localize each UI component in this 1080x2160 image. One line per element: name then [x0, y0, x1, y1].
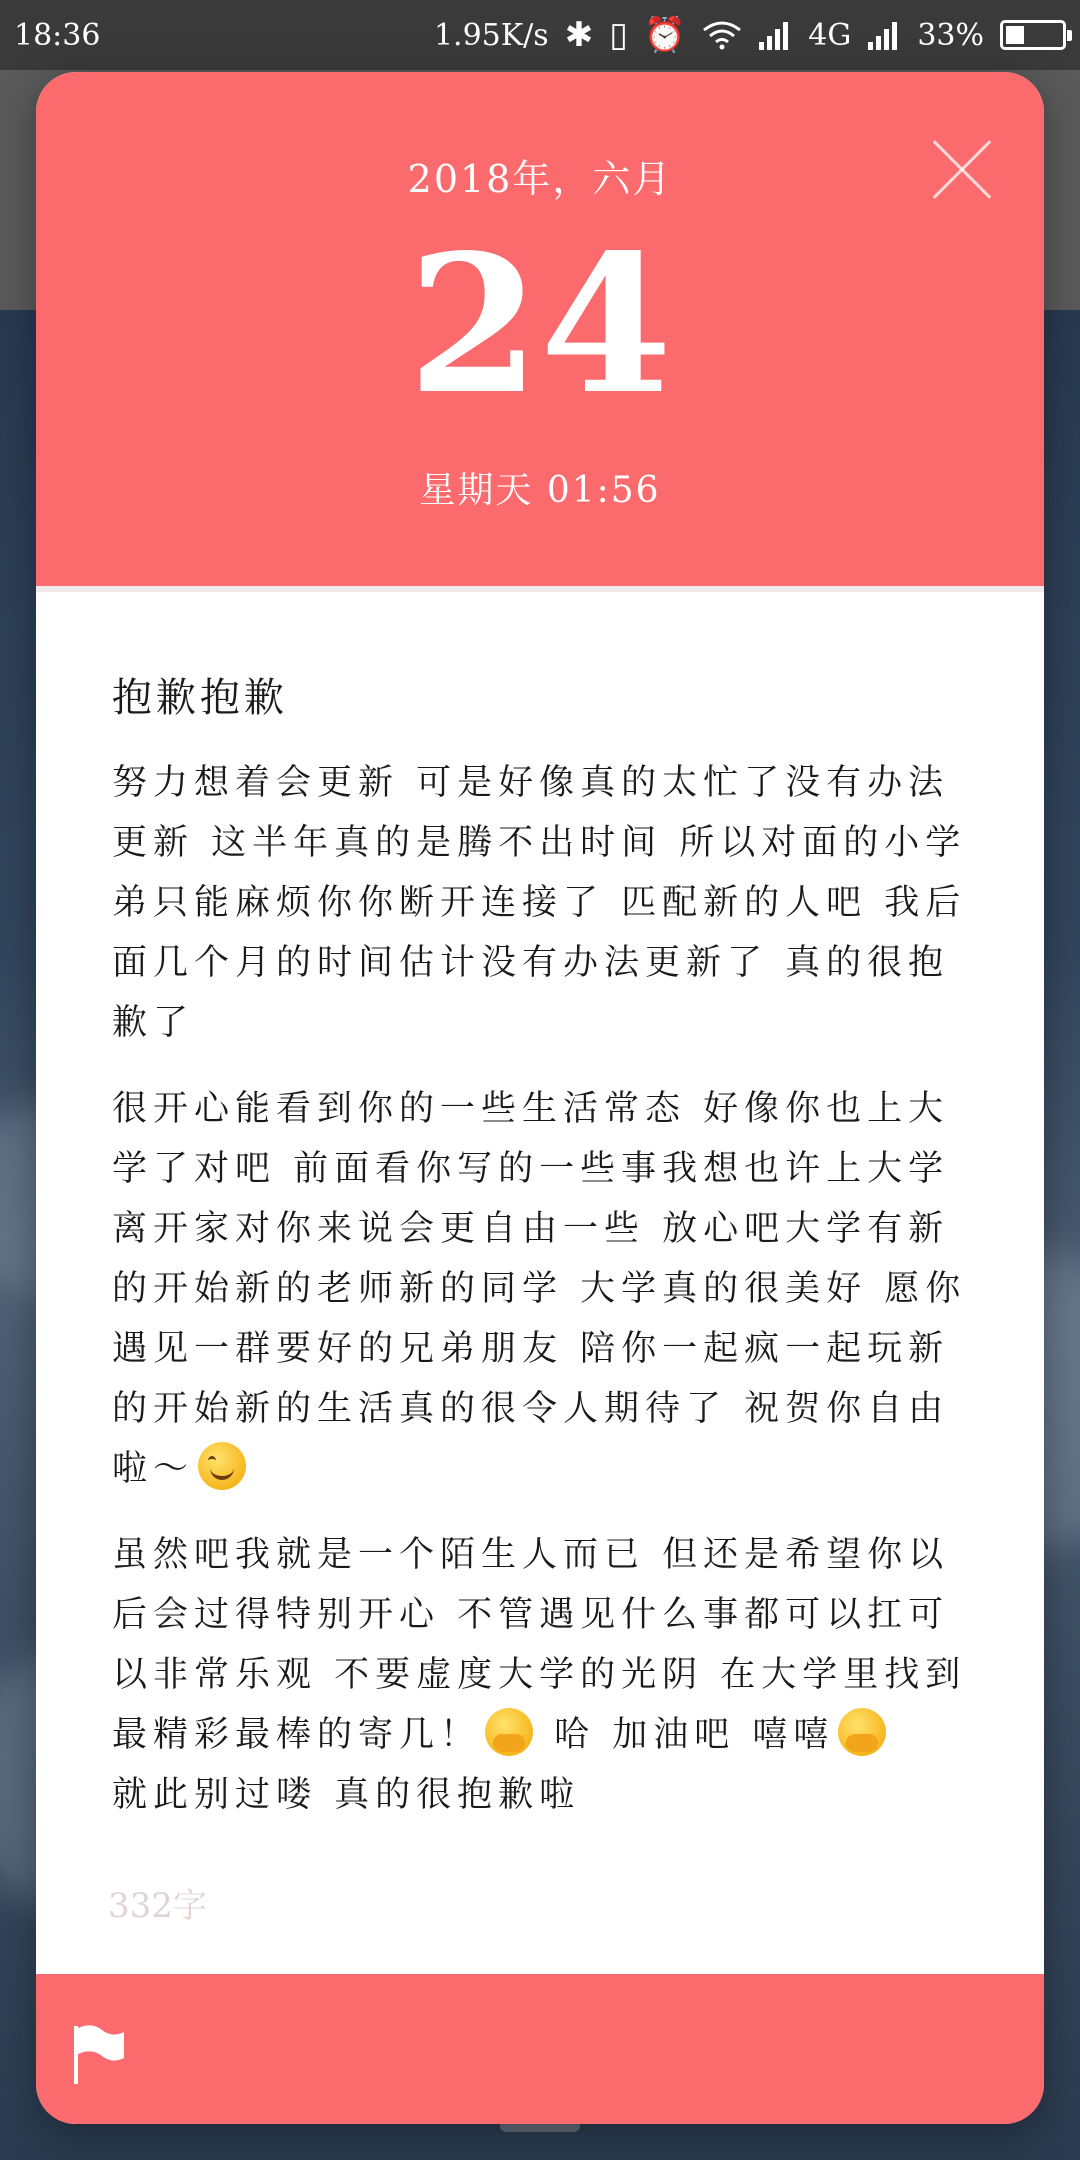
network-type: 4G [808, 17, 852, 53]
day-number: 24 [407, 213, 673, 436]
status-bar [0, 0, 1080, 70]
hugging-face-emoji-icon [485, 1708, 533, 1756]
wifi-icon [702, 20, 742, 50]
flag-icon[interactable] [72, 2024, 126, 2086]
status-time: 18:36 [14, 17, 101, 53]
entry-paragraph-3-text-a: 虽然吧我就是一个陌生人而已 但还是希望你以后会过得特别开心 不管遇见什么事都可以扛可以非常乐观 不要虚度大学的光阴 在大学里找到最精彩最棒的寄几！ [112, 1535, 967, 1755]
hugging-face-emoji-icon [838, 1708, 886, 1756]
word-count: 332字 [108, 1886, 207, 1926]
entry-body [112, 652, 972, 1851]
entry-paragraph-3 [112, 1525, 972, 1825]
network-speed: 1.95K/s [433, 17, 549, 53]
signal-icon [758, 20, 792, 50]
diary-card [36, 72, 1044, 2124]
bluetooth-icon: ✱ [564, 15, 594, 55]
battery-icon [1000, 20, 1066, 50]
battery-level [1006, 26, 1024, 44]
date-header [36, 72, 1044, 586]
alarm-icon: ⏰ [643, 15, 687, 55]
weekday-time: 星期天 01:56 [419, 470, 661, 511]
card-footer [36, 1974, 1044, 2124]
entry-paragraph-2 [112, 1079, 972, 1499]
smiling-face-emoji-icon [198, 1442, 246, 1490]
status-icons [433, 15, 1066, 55]
vibrate-icon: ▯ [609, 15, 628, 55]
month-year: 2018年，六月 [407, 157, 673, 201]
entry-paragraph-3-text-b: 哈 加油吧 嘻嘻 [537, 1715, 835, 1755]
header-divider [36, 586, 1044, 592]
close-icon[interactable] [930, 138, 994, 202]
entry-paragraph-3-text-c: 就此别过喽 真的很抱歉啦 [112, 1775, 581, 1815]
signal-icon-2 [867, 20, 901, 50]
entry-paragraph-2-text: 很开心能看到你的一些生活常态 好像你也上大学了对吧 前面看你写的一些事我想也许上大学离开家对你来说会更自由一些 放心吧大学有新的开始新的老师新的同学 大学真的很美好 愿你遇见一群要好的兄弟朋友 陪你一起疯一起玩新的开始新的生活真的很令人期待了 祝贺你自由啦～ [112, 1089, 967, 1489]
battery-percent: 33% [917, 17, 984, 53]
entry-title: 抱歉抱歉 [112, 675, 288, 721]
entry-paragraph-1: 努力想着会更新 可是好像真的太忙了没有办法更新 这半年真的是腾不出时间 所以对面的小学弟只能麻烦你你断开连接了 匹配新的人吧 我后面几个月的时间估计没有办法更新了 真的很抱歉了 [112, 763, 967, 1043]
